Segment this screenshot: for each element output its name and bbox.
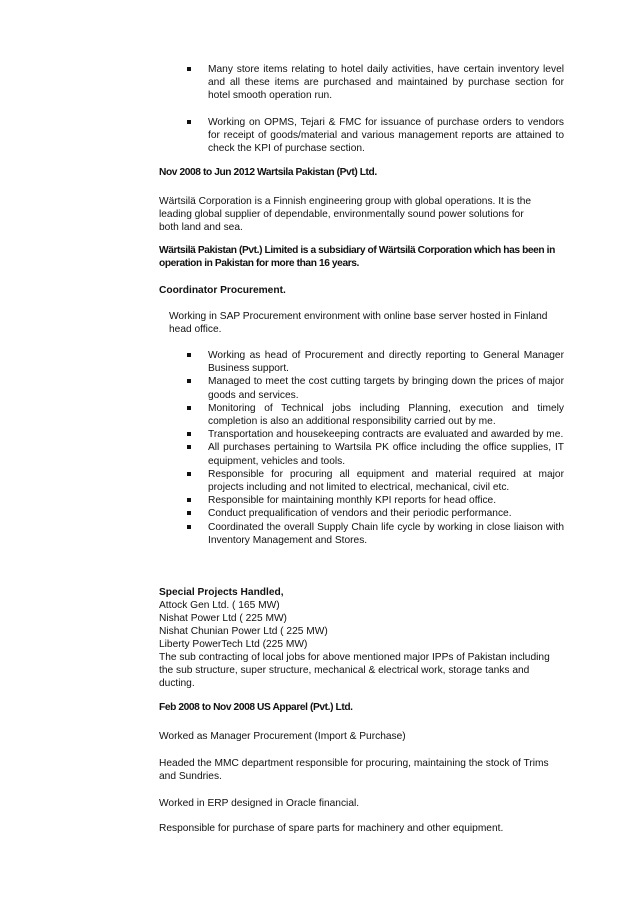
erp-line: Worked in ERP designed in Oracle financial. (159, 798, 360, 809)
wartsila-period-heading: Nov 2008 to Jun 2012 Wartsila Pakistan (Pvt) Ltd. (159, 167, 377, 178)
square-bullet-icon (187, 445, 191, 449)
list-item: Working as head of Procurement and directly reporting to General Manager Business support. (187, 349, 564, 375)
us-apparel-period-heading: Feb 2008 to Nov 2008 US Apparel (Pvt.) Ltd. (159, 702, 353, 713)
wartsila-intro-line: both land and sea. (159, 222, 243, 233)
list-item: Transportation and housekeeping contracts are evaluated and awarded by me. (187, 428, 564, 441)
project-item: Nishat Power Ltd ( 225 MW) (159, 613, 287, 624)
square-bullet-icon (187, 432, 191, 436)
special-projects-heading: Special Projects Handled, (159, 587, 284, 598)
project-item: Liberty PowerTech Ltd (225 MW) (159, 639, 308, 650)
square-bullet-icon (187, 379, 191, 383)
square-bullet-icon (187, 353, 191, 357)
sap-environment-line: Working in SAP Procurement environment with online base server hosted in Finland (169, 311, 548, 322)
wartsila-intro-line: Wärtsilä Corporation is a Finnish engineering group with global operations. It is the (159, 196, 532, 207)
square-bullet-icon (187, 472, 191, 476)
square-bullet-icon (187, 525, 191, 529)
mmc-line: and Sundries. (159, 771, 222, 782)
list-item: Responsible for procuring all equipment and material required at major projects including and not limited to electrical, mechanical, civil etc. (187, 468, 564, 494)
projects-summary-line: ducting. (159, 678, 195, 689)
list-item: Managed to meet the cost cutting targets by bringing down the prices of major goods and services. (187, 375, 564, 401)
mmc-line: Headed the MMC department responsible for procuring, maintaining the stock of Trims (159, 758, 549, 769)
list-item: Monitoring of Technical jobs including Planning, execution and timely completion is also an additional responsibility carried out by me. (187, 402, 564, 428)
project-item: Attock Gen Ltd. ( 165 MW) (159, 600, 280, 611)
list-item: All purchases pertaining to Wartsila PK office including the office supplies, IT equipment, vehicles and tools. (187, 441, 564, 467)
wartsila-subsidiary-line: operation in Pakistan for more than 16 years. (159, 258, 359, 269)
square-bullet-icon (187, 511, 191, 515)
projects-summary-line: The sub contracting of local jobs for above mentioned major IPPs of Pakistan including (159, 652, 550, 663)
wartsila-intro-line: leading global supplier of dependable, environmentally sound power solutions for (159, 209, 524, 220)
wartsila-subsidiary-line: Wärtsilä Pakistan (Pvt.) Limited is a subsidiary of Wärtsilä Corporation which has been in (159, 245, 555, 256)
list-item: Working on OPMS, Tejari & FMC for issuance of purchase orders to vendors for receipt of goods/material and various management reports are attained to check the KPI of purchase section. (187, 116, 564, 156)
spare-parts-line: Responsible for purchase of spare parts for machinery and other equipment. (159, 823, 504, 834)
project-item: Nishat Chunian Power Ltd ( 225 MW) (159, 626, 328, 637)
square-bullet-icon (187, 498, 191, 502)
square-bullet-icon (187, 67, 191, 71)
procurement-duties-list (187, 349, 564, 547)
list-item: Conduct prequalification of vendors and their periodic performance. (187, 507, 564, 520)
list-item: Responsible for maintaining monthly KPI reports for head office. (187, 494, 564, 507)
us-apparel-role-line: Worked as Manager Procurement (Import & Purchase) (159, 731, 406, 742)
list-item: Coordinated the overall Supply Chain life cycle by working in close liaison with Inventory Management and Stores. (187, 521, 564, 547)
hotel-duties-list (187, 63, 564, 155)
role-title: Coordinator Procurement. (159, 285, 286, 296)
square-bullet-icon (187, 406, 191, 410)
square-bullet-icon (187, 120, 191, 124)
projects-summary-line: the sub structure, super structure, mechanical & electrical work, storage tanks and (159, 665, 530, 676)
list-item: Many store items relating to hotel daily activities, have certain inventory level and all these items are purchased and maintained by purchase section for hotel smooth operation run. (187, 63, 564, 103)
sap-environment-line: head office. (169, 324, 222, 335)
